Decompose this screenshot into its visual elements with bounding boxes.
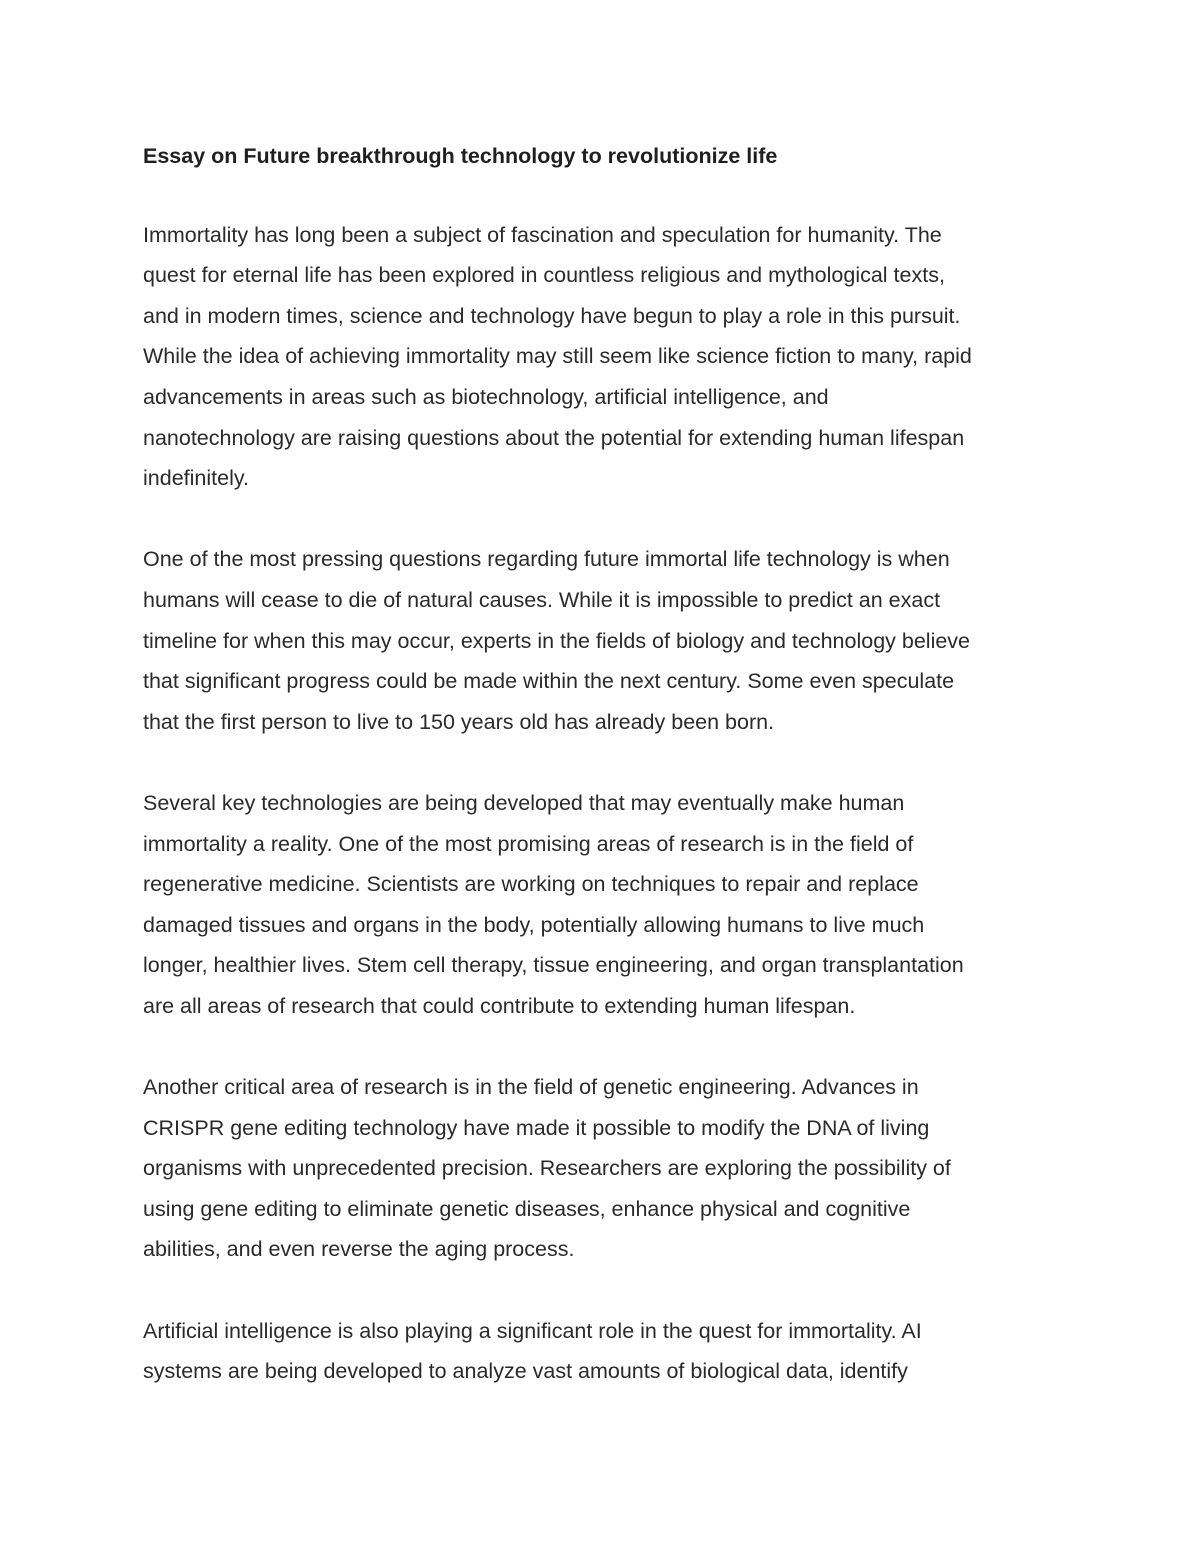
paragraph-line: Another critical area of research is in the field of genetic engineering. Advances in [143, 1075, 919, 1100]
paragraph-line: CRISPR gene editing technology have made it possible to modify the DNA of living [143, 1115, 930, 1140]
paragraph-line: advancements in areas such as biotechnology, artificial intelligence, and [143, 384, 829, 409]
paragraph-3 [143, 783, 1057, 1027]
paragraph-line: abilities, and even reverse the aging process. [143, 1237, 575, 1262]
paragraph-line: Several key technologies are being developed that may eventually make human [143, 790, 905, 815]
paragraph-line: While the idea of achieving immortality may still seem like science fiction to many, rapid [143, 344, 972, 369]
paragraph-line: that significant progress could be made within the next century. Some even speculate [143, 669, 955, 694]
paragraph-line: immortality a reality. One of the most promising areas of research is in the field of [143, 831, 914, 856]
document-title: Essay on Future breakthrough technology to revolutionize life [143, 144, 778, 168]
paragraph-line: and in modern times, science and technology have begun to play a role in this pursuit. [143, 303, 961, 328]
paragraph-4 [143, 1067, 1057, 1270]
paragraph-line: One of the most pressing questions regarding future immortal life technology is when [143, 547, 950, 572]
paragraph-line: Artificial intelligence is also playing a significant role in the quest for immortality. AI [143, 1318, 922, 1343]
paragraph-line: quest for eternal life has been explored in countless religious and mythological texts, [143, 263, 945, 288]
paragraph-2 [143, 539, 1057, 742]
paragraph-line: are all areas of research that could contribute to extending human lifespan. [143, 993, 856, 1018]
paragraph-line: regenerative medicine. Scientists are working on techniques to repair and replace [143, 872, 919, 897]
paragraph-5 [143, 1311, 1057, 1392]
paragraph-line: nanotechnology are raising questions about the potential for extending human lifespan [143, 425, 965, 450]
paragraph-line: using gene editing to eliminate genetic diseases, enhance physical and cognitive [143, 1196, 911, 1221]
paragraph-line: organisms with unprecedented precision. Researchers are exploring the possibility of [143, 1156, 951, 1181]
paragraph-line: longer, healthier lives. Stem cell therapy, tissue engineering, and organ transplantation [143, 953, 964, 978]
paragraph-line: humans will cease to die of natural causes. While it is impossible to predict an exact [143, 587, 941, 612]
paragraph-line: damaged tissues and organs in the body, potentially allowing humans to live much [143, 912, 925, 937]
paragraph-line: indefinitely. [143, 466, 249, 491]
paragraph-line: timeline for when this may occur, experts in the fields of biology and technology believe [143, 628, 971, 653]
document-body [143, 136, 1057, 1432]
paragraph-line: that the first person to live to 150 years old has already been born. [143, 709, 775, 734]
paragraph-line: systems are being developed to analyze vast amounts of biological data, identify [143, 1359, 908, 1384]
paragraph-line: Immortality has long been a subject of fascination and speculation for humanity. The [143, 222, 942, 247]
paragraph-1 [143, 215, 1057, 499]
